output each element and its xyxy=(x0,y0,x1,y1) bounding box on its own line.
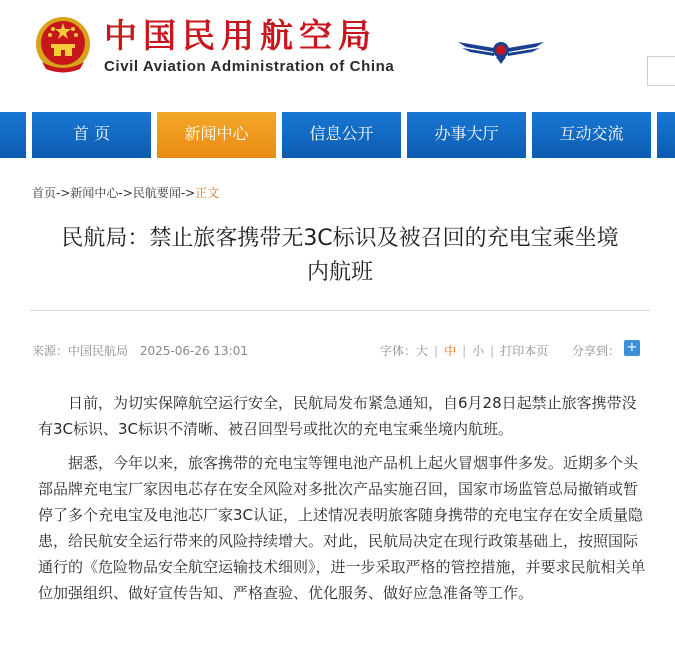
font-size-label: 字体： xyxy=(380,344,417,358)
separator: | xyxy=(434,344,439,358)
title-divider xyxy=(30,310,650,311)
nav-item-service-hall[interactable]: 办事大厅 xyxy=(407,112,526,158)
article-body xyxy=(38,390,648,614)
share-plus-icon[interactable]: + xyxy=(624,340,640,356)
article-source: 来源：中国民航局 xyxy=(32,344,129,358)
breadcrumb-separator: -> xyxy=(56,186,71,200)
caac-wings-logo-icon xyxy=(456,34,546,64)
site-title-en: Civil Aviation Administration of China xyxy=(104,58,395,75)
nav-item-overflow[interactable] xyxy=(657,112,675,158)
breadcrumb-home[interactable]: 首页 xyxy=(32,186,57,200)
font-size-large-link[interactable]: 大 xyxy=(416,344,429,358)
nav-item-home[interactable]: 首 页 xyxy=(32,112,151,158)
article-source-date xyxy=(32,342,248,359)
breadcrumb-news-center[interactable]: 新闻中心 xyxy=(70,186,119,200)
site-header xyxy=(0,0,675,108)
share-label: 分享到： xyxy=(572,344,621,358)
breadcrumb-caac-news[interactable]: 民航要闻 xyxy=(132,186,181,200)
article-title xyxy=(30,222,650,290)
font-size-medium-link[interactable]: 中 xyxy=(444,344,457,358)
search-input[interactable] xyxy=(647,56,675,86)
article-paragraph: 据悉，今年以来，旅客携带的充电宝等锂电池产品机上起火冒烟事件多发。近期多个头部品牌充电宝厂家因电芯存在安全风险对多批次产品实施召回，国家市场监管总局撤销或暂停了多个充电宝及电池芯厂家3C认证，上述情况表明旅客随身携带的充电宝存在安全质量隐患，给民航安全运行带来的风险持续增大。对此，民航局决定在现行政策基础上，按照国际通行的《危险物品安全航空运输技术细则》，进一步采取严格的管控措施，并要求民航相关单位加强组织、做好宣传告知、严格查验、优化服务、做好应急准备等工作。 xyxy=(38,454,646,602)
separator: | xyxy=(490,344,495,358)
site-title-cn: 中国民用航空局 xyxy=(104,16,377,55)
main-nav xyxy=(0,112,675,158)
breadcrumb-current: 正文 xyxy=(195,186,220,200)
nav-item-info-disclosure[interactable]: 信息公开 xyxy=(282,112,401,158)
nav-item-news-center[interactable]: 新闻中心 xyxy=(157,112,276,158)
font-size-small-link[interactable]: 小 xyxy=(472,344,485,358)
national-emblem-icon xyxy=(34,14,92,76)
breadcrumb-separator: -> xyxy=(180,186,196,200)
breadcrumb xyxy=(32,184,219,201)
separator: | xyxy=(462,344,467,358)
article-title-line2: 内航班 xyxy=(306,260,373,285)
article-date: 2025-06-26 13:01 xyxy=(139,344,248,358)
article-paragraph: 日前，为切实保障航空运行安全，民航局发布紧急通知，自6月28日起禁止旅客携带没有3C标识、3C标识不清晰、被召回型号或批次的充电宝乘坐境内航班。 xyxy=(38,394,637,438)
nav-edge xyxy=(0,112,26,158)
article-title-line1: 民航局：禁止旅客携带无3C标识及被召回的充电宝乘坐境 xyxy=(61,226,619,251)
print-page-link[interactable]: 打印本页 xyxy=(500,344,549,358)
nav-item-interaction[interactable]: 互动交流 xyxy=(532,112,651,158)
article-tools xyxy=(380,342,548,359)
breadcrumb-separator: -> xyxy=(118,186,133,200)
